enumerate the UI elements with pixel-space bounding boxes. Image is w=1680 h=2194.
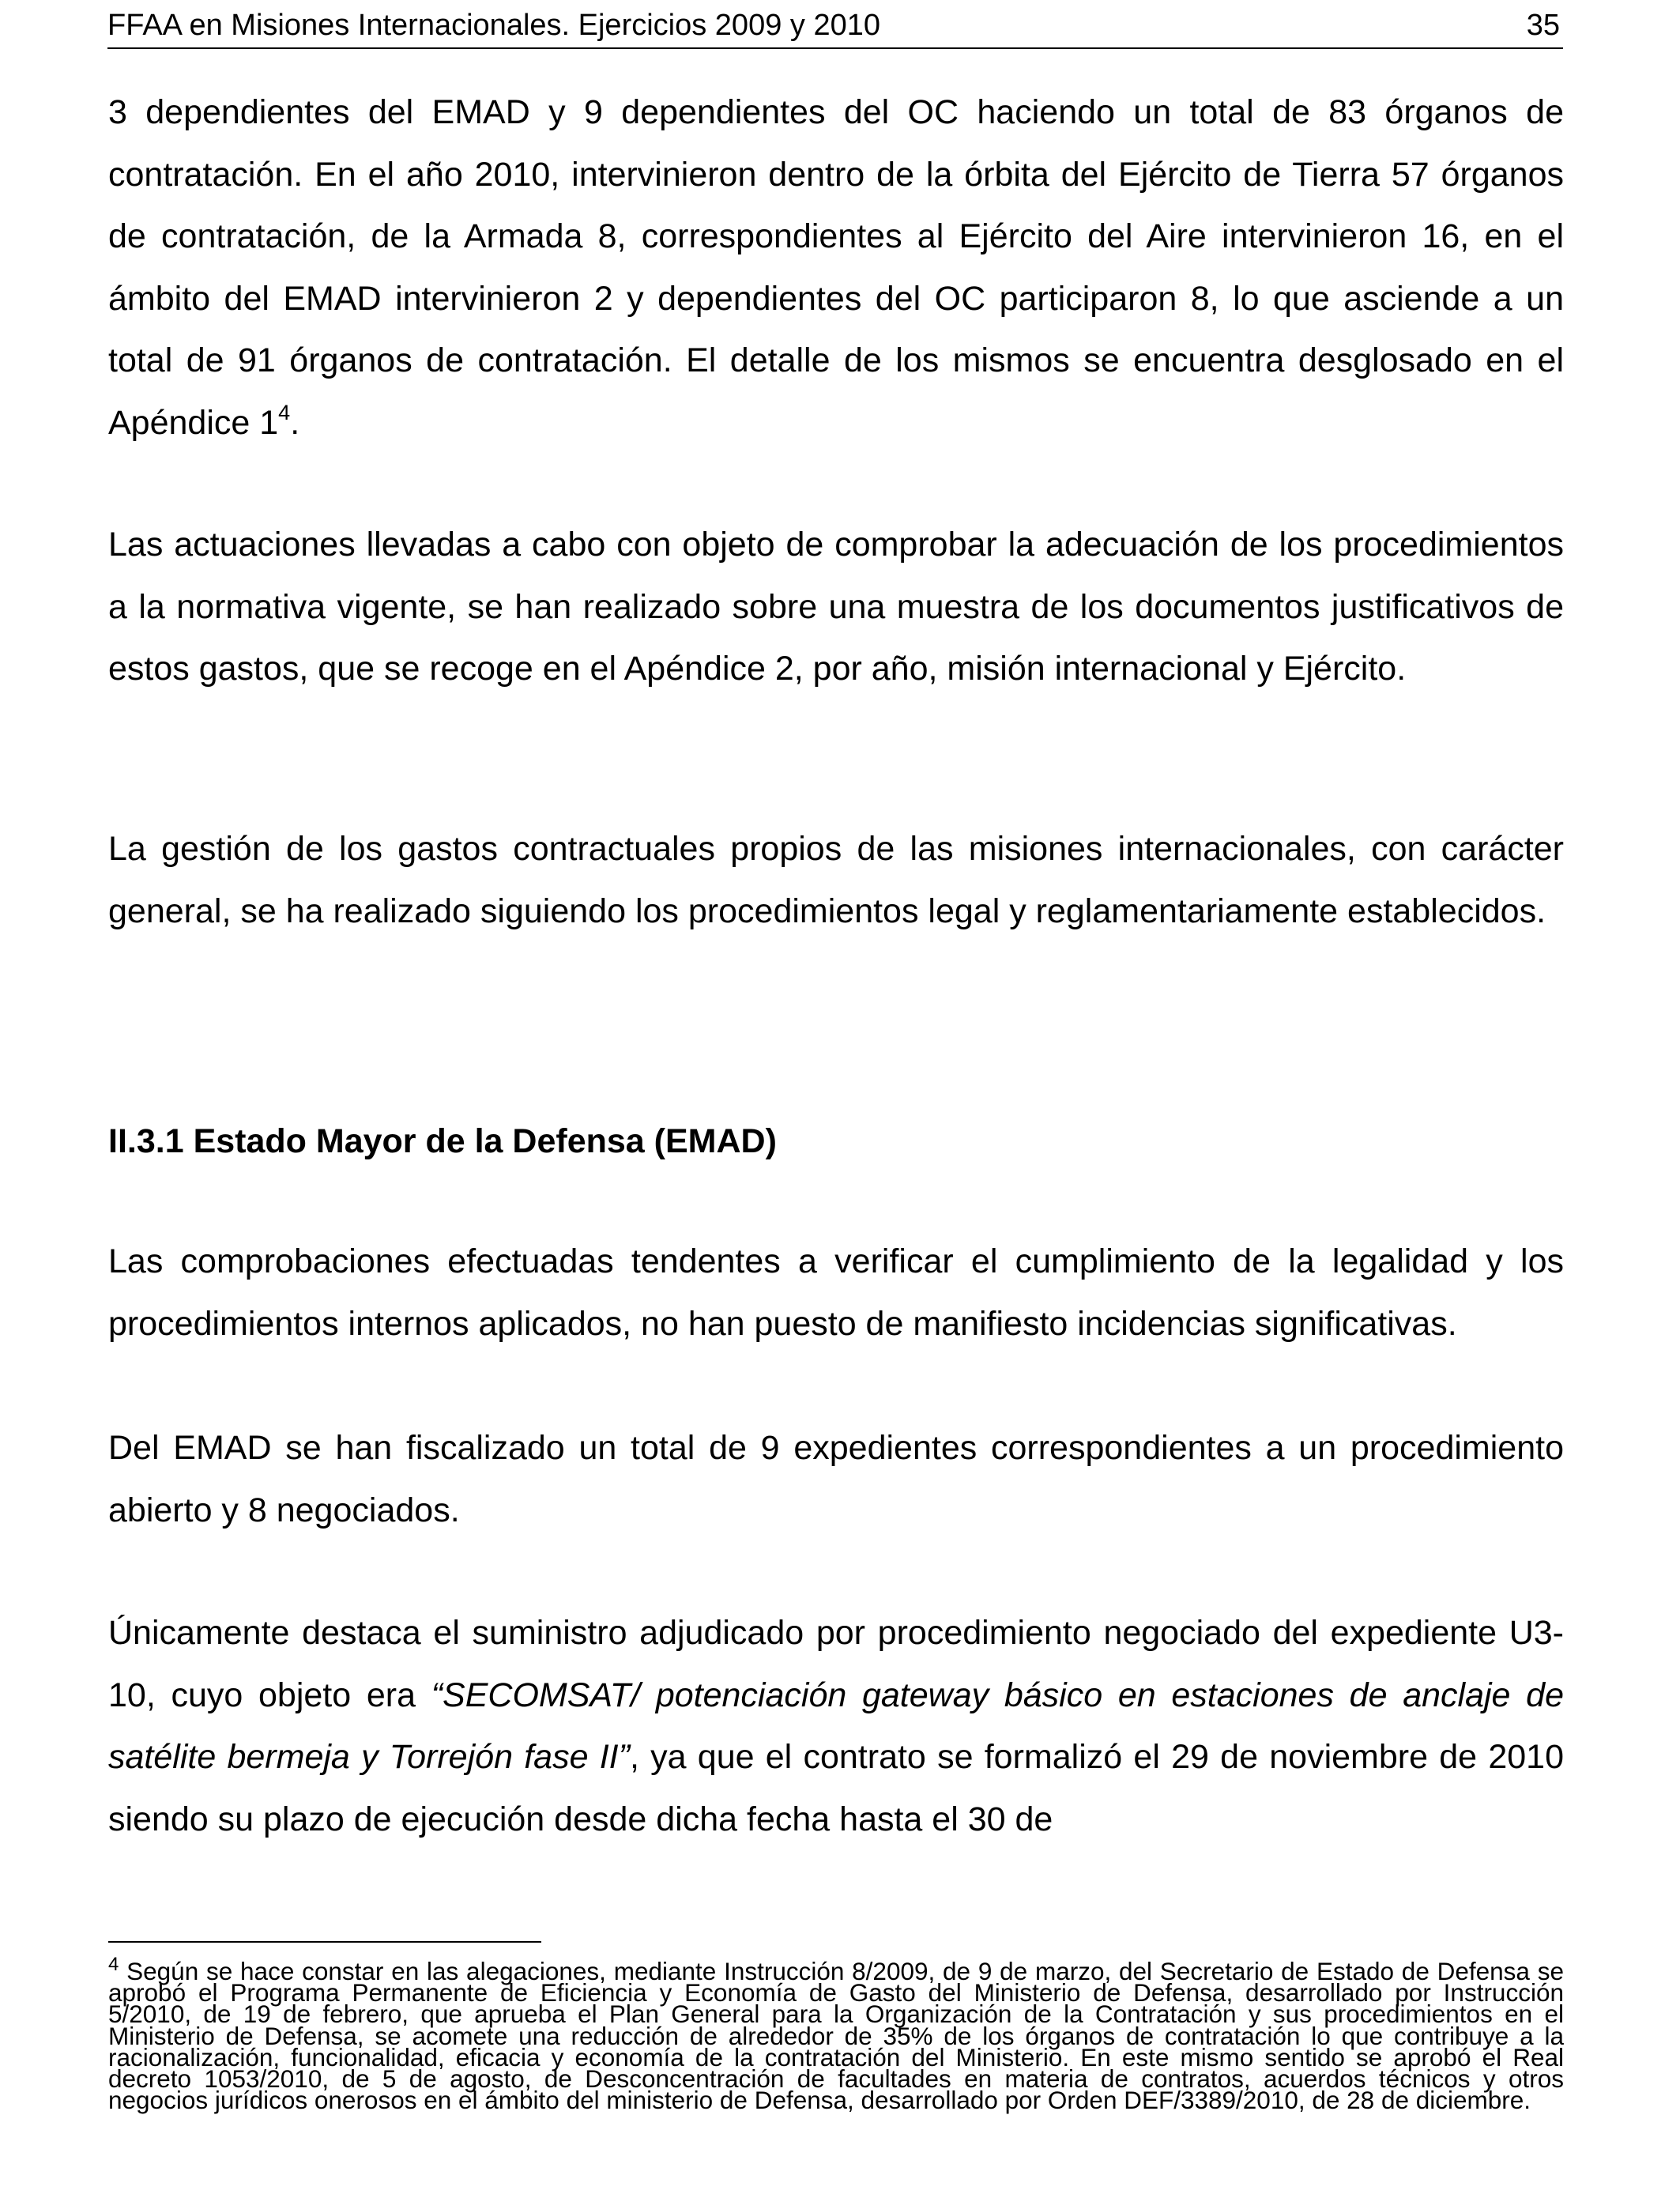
paragraph-1-end: . <box>290 403 300 442</box>
page-number: 35 <box>1526 9 1560 42</box>
contract-object-title: “SECOMSAT/ potenciación gateway básico en estaciones de anclaje de satélite bermeja y Torrejón fase II” <box>108 1676 1564 1776</box>
paragraph-secomsat <box>108 1602 1564 1850</box>
paragraph-contracting-bodies <box>108 81 1564 454</box>
footnote-number: 4 <box>108 1954 119 1975</box>
footnote-separator <box>108 1941 541 1943</box>
footnote-text: Según se hace constar en las alegaciones, mediante Instrucción 8/2009, de 9 de marzo, del Secretario de Estado de Defensa se aprobó el Programa Permanente de Eficiencia y Economía de Gasto del Ministerio de Defensa, desarrollado por Instrucción 5/2010, de 19 de febrero, que aprueba el Plan General para la Organización de la Contratación y sus procedimientos en el Ministerio de Defensa, se acomete una reducción de alrededor de 35% de los órganos de contratación lo que contribuye a la racionalización, funcionalidad, eficacia y economía de la contratación del Ministerio. En este mismo sentido se aprobó el Real decreto 1053/2010, de 5 de agosto, de Desconcentración de facultades en materia de contratos, acuerdos técnicos y otros negocios jurídicos onerosos en el ámbito del ministerio de Defensa, desarrollado por Orden DEF/3389/2010, de 28 de diciembre. <box>108 1957 1564 2115</box>
section-heading-emad: II.3.1 Estado Mayor de la Defensa (EMAD) <box>108 1122 777 1160</box>
paragraph-general-management: La gestión de los gastos contractuales propios de las misiones internacionales, con carácter general, se ha realizado siguiendo los procedimientos legal y reglamentariamente establecidos. <box>108 830 1564 930</box>
paragraph-emad-files: Del EMAD se han fiscalizado un total de 9 expedientes correspondientes a un procedimiento abierto y 8 negociados. <box>108 1429 1564 1529</box>
paragraph-verifications: Las comprobaciones efectuadas tendentes a verificar el cumplimiento de la legalidad y los procedimientos internos aplicados, no han puesto de manifiesto incidencias significativas. <box>108 1242 1564 1343</box>
footnote-reference-4[interactable]: 4 <box>278 400 291 424</box>
running-header <box>107 6 1563 49</box>
paragraph-6-start: Únicamente destaca el suministro adjudicado por procedimiento negociado del expediente U3-10, cuyo objeto era <box>108 1614 1564 1714</box>
paragraph-6-end: , ya que el contrato se formalizó el 29 de noviembre de 2010 siendo su plazo de ejecución desde dicha fecha hasta el 30 de <box>108 1738 1564 1838</box>
paragraph-1-text: 3 dependientes del EMAD y 9 dependientes del OC haciendo un total de 83 órganos de contratación. En el año 2010, intervinieron dentro de la órbita del Ejército de Tierra 57 órganos de contratación, de la Armada 8, correspondientes al Ejército del Aire intervinieron 16, en el ámbito del EMAD intervinieron 2 y dependientes del OC participaron 8, lo que asciende a un total de 91 órganos de contratación. El detalle de los mismos se encuentra desglosado en el Apéndice 1 <box>108 93 1564 442</box>
footnote-4 <box>108 1954 1564 2115</box>
header-title: FFAA en Misiones Internacionales. Ejercicios 2009 y 2010 <box>107 9 880 42</box>
paragraph-sample-actions: Las actuaciones llevadas a cabo con objeto de comprobar la adecuación de los procedimientos a la normativa vigente, se han realizado sobre una muestra de los documentos justificativos de estos gastos, que se recoge en el Apéndice 2, por año, misión internacional y Ejército. <box>108 526 1564 688</box>
